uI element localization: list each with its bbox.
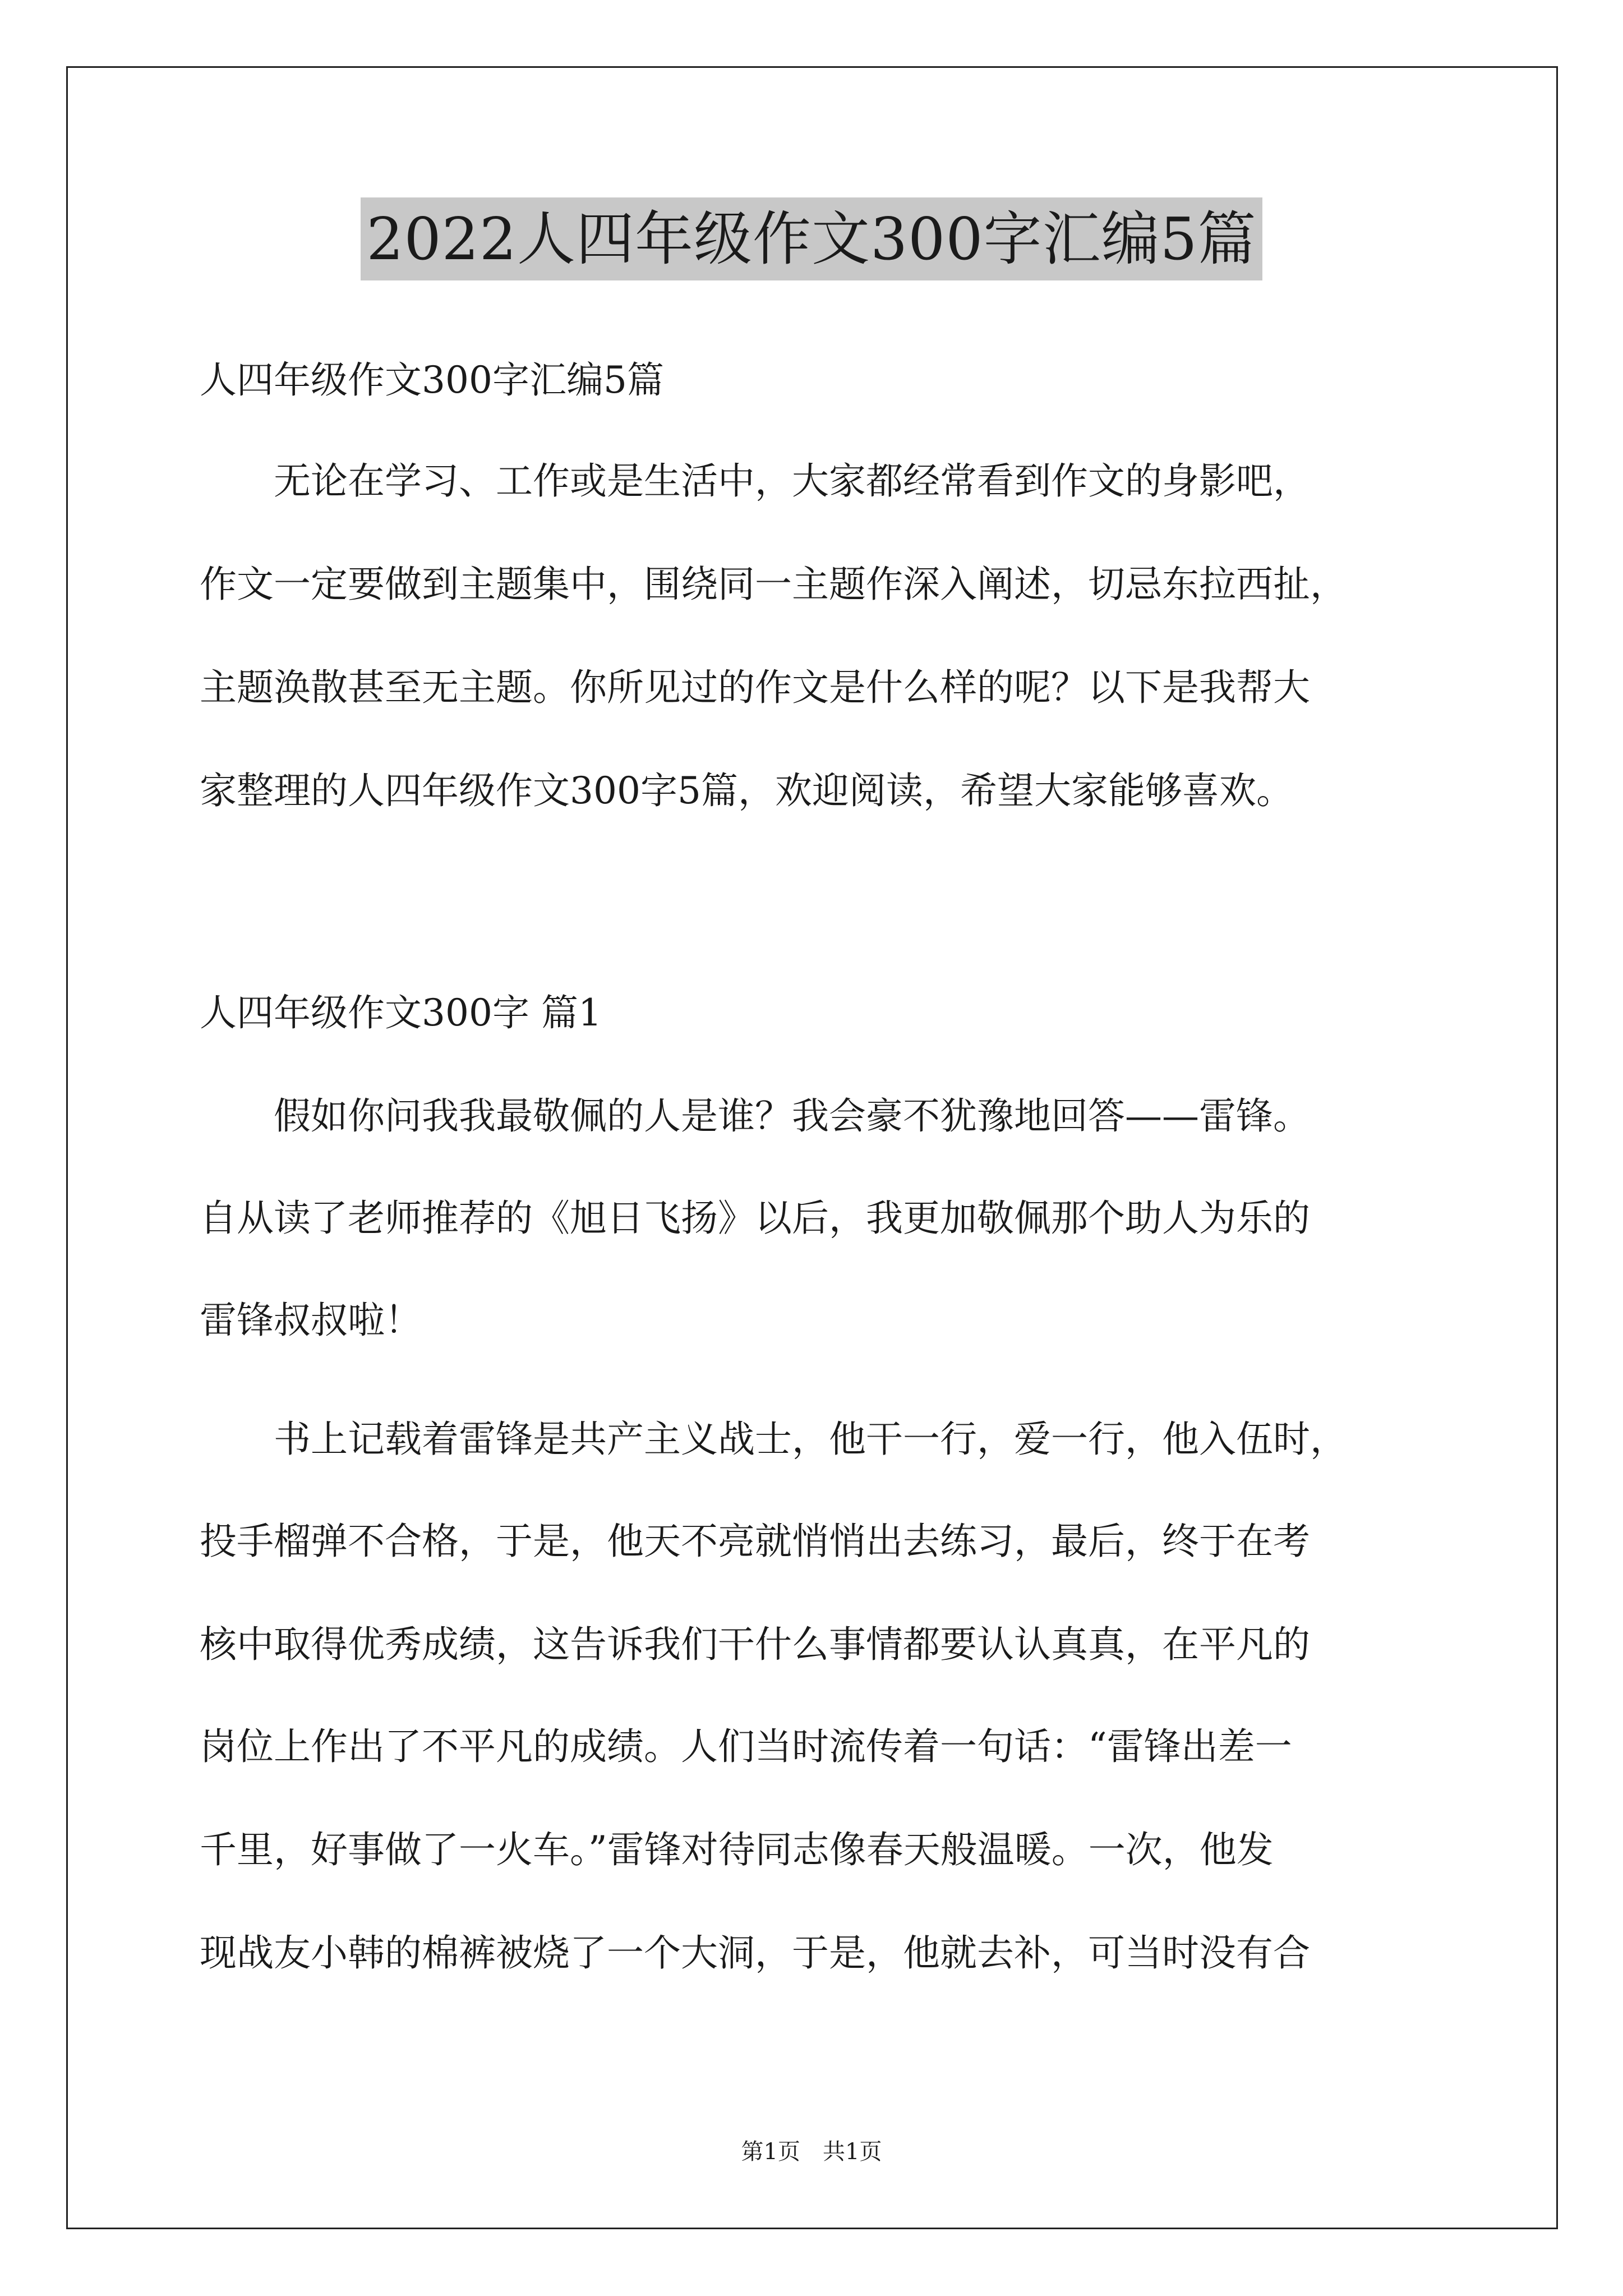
para1-line-3: 雷锋叔叔啦！ bbox=[200, 1299, 422, 1342]
intro-line-2: 作文一定要做到主题集中，围绕同一主题作深入阐述，切忌东拉西扯， bbox=[200, 563, 1347, 606]
para2-line-2: 投手榴弹不合格，于是，他天不亮就悄悄出去练习，最后，终于在考 bbox=[200, 1520, 1310, 1563]
section-heading: 人四年级作文300字 篇1 bbox=[200, 991, 602, 1034]
page-footer: 第1页 共1页 bbox=[741, 2139, 882, 2165]
para1-line-1: 假如你问我我最敬佩的人是谁？我会豪不犹豫地回答——雷锋。 bbox=[200, 1094, 1310, 1138]
para1-line-2: 自从读了老师推荐的《旭日飞扬》以后，我更加敬佩那个助人为乐的 bbox=[200, 1197, 1310, 1240]
para2-line-1: 书上记载着雷锋是共产主义战士，他干一行，爱一行，他入伍时， bbox=[200, 1418, 1347, 1461]
para2-line-5: 千里，好事做了一火车。”雷锋对待同志像春天般温暖。一次，他发 bbox=[200, 1828, 1274, 1871]
document-title: 2022人四年级作文300字汇编5篇 bbox=[361, 197, 1262, 280]
para2-line-6: 现战友小韩的棉裤被烧了一个大洞，于是，他就去补，可当时没有合 bbox=[200, 1931, 1310, 1975]
para2-line-4: 岗位上作出了不平凡的成绩。人们当时流传着一句话：“雷锋出差一 bbox=[200, 1725, 1292, 1768]
document-subtitle: 人四年级作文300字汇编5篇 bbox=[200, 358, 664, 402]
title-block bbox=[0, 197, 1623, 280]
intro-line-3: 主题涣散甚至无主题。你所见过的作文是什么样的呢？以下是我帮大 bbox=[200, 666, 1310, 709]
para2-line-3: 核中取得优秀成绩，这告诉我们干什么事情都要认认真真，在平凡的 bbox=[200, 1623, 1310, 1666]
intro-line-1: 无论在学习、工作或是生活中，大家都经常看到作文的身影吧， bbox=[200, 459, 1310, 503]
intro-line-4: 家整理的人四年级作文300字5篇，欢迎阅读，希望大家能够喜欢。 bbox=[200, 769, 1293, 812]
